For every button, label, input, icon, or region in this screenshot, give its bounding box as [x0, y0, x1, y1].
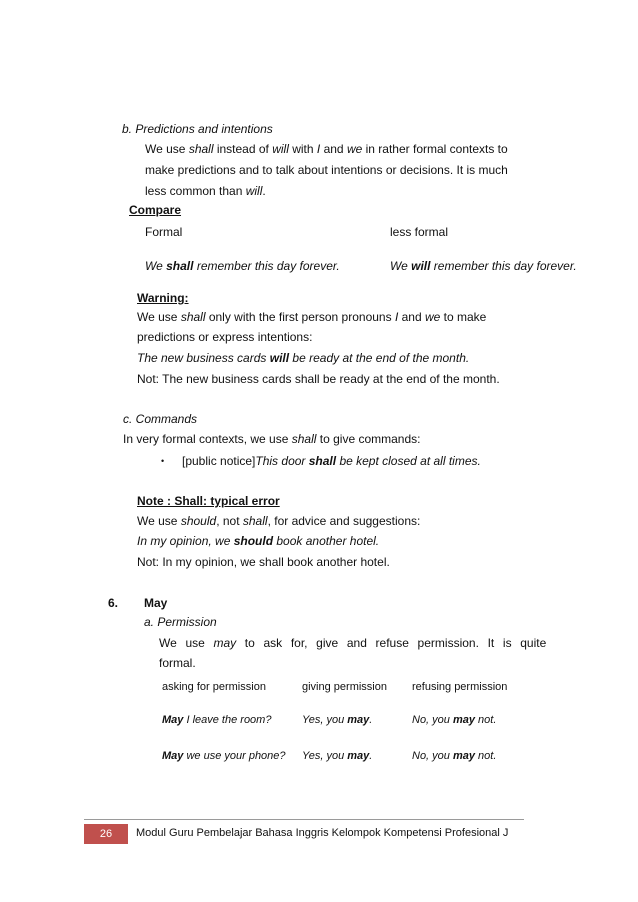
- formal-example: We shall remember this day forever.: [145, 259, 340, 273]
- warning-line-3: The new business cards will be ready at the end of the month.: [137, 351, 470, 365]
- page-number: 26: [84, 824, 128, 844]
- bullet-item: [public notice]This door shall be kept closed at all times.: [182, 454, 481, 468]
- table-row-1-asking: May I leave the room?: [162, 714, 272, 726]
- note-line-1: We use should, not shall, for advice and suggestions:: [137, 514, 421, 528]
- table-row-1-refusing: No, you may not.: [412, 714, 497, 726]
- warning-line-2: predictions or express intentions:: [137, 330, 313, 344]
- warning-heading: Warning:: [137, 291, 189, 305]
- table-header-refusing: refusing permission: [412, 681, 508, 693]
- footer-divider: [84, 819, 524, 820]
- section-b-line-2: make predictions and to talk about intentions or decisions. It is much: [145, 163, 508, 177]
- note-line-2: In my opinion, we should book another hotel.: [137, 534, 380, 548]
- section-b-line-1: We use shall instead of will with I and we in rather formal contexts to: [145, 142, 508, 156]
- permission-line-2: formal.: [159, 656, 196, 670]
- less-formal-label: less formal: [390, 225, 449, 239]
- section-6-number: 6.: [108, 596, 119, 610]
- table-row-2-giving: Yes, you may.: [302, 750, 373, 762]
- permission-subheading: a. Permission: [144, 615, 217, 629]
- formal-label: Formal: [145, 225, 183, 239]
- section-6-heading: May: [144, 596, 168, 610]
- table-row-1-giving: Yes, you may.: [302, 714, 373, 726]
- footer-title: Modul Guru Pembelajar Bahasa Inggris Kelompok Kompetensi Profesional J: [136, 827, 509, 839]
- bullet-icon: •: [161, 456, 165, 466]
- section-c-line-1: In very formal contexts, we use shall to give commands:: [123, 432, 421, 446]
- table-row-2-asking: May we use your phone?: [162, 750, 286, 762]
- section-b-heading: b. Predictions and intentions: [122, 122, 273, 136]
- table-header-giving: giving permission: [302, 681, 387, 693]
- permission-line-1: We use may to ask for, give and refuse permission. It is quite: [159, 636, 547, 650]
- note-line-3: Not: In my opinion, we shall book another hotel.: [137, 555, 390, 569]
- note-heading: Note : Shall: typical error: [137, 494, 280, 508]
- compare-heading: Compare: [129, 203, 182, 217]
- warning-line-4: Not: The new business cards shall be ready at the end of the month.: [137, 372, 500, 386]
- less-formal-example: We will remember this day forever.: [390, 259, 577, 273]
- warning-line-1: We use shall only with the first person pronouns I and we to make: [137, 310, 487, 324]
- section-b-line-3: less common than will.: [145, 184, 266, 198]
- table-row-2-refusing: No, you may not.: [412, 750, 497, 762]
- table-header-asking: asking for permission: [162, 681, 266, 693]
- section-c-heading: c. Commands: [123, 412, 198, 426]
